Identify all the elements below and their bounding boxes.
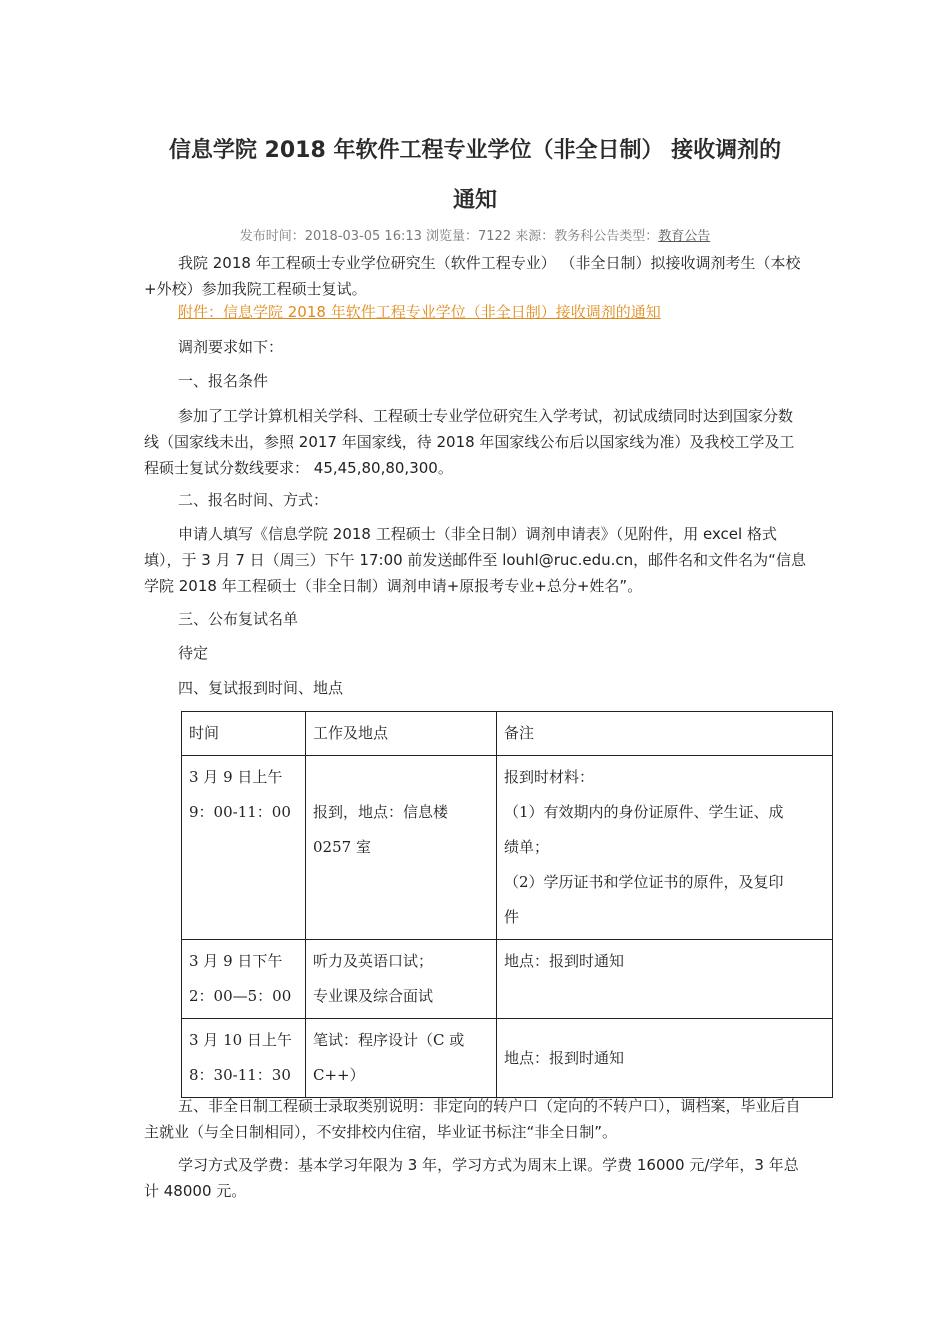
cell-line: 0257 室 bbox=[313, 838, 371, 856]
study-paragraph: 学习方式及学费：基本学习年限为 3 年，学习方式为周末上课。学费 16000 元/学年，3 年总计 48000 元。 bbox=[144, 1156, 799, 1200]
row1-note bbox=[497, 756, 833, 940]
publish-info: 发布时间：2018-03-05 16:13 浏览量：7122 来源：教务科公告类型： bbox=[239, 229, 659, 244]
cell-line: 绩单； bbox=[504, 838, 550, 856]
cell-line: 专业课及综合面试 bbox=[313, 987, 434, 1005]
page-title-line1: 信息学院 2018 年软件工程专业学位（非全日制） 接收调剂的 bbox=[168, 138, 782, 163]
cell-line: 2：00—5：00 bbox=[189, 987, 292, 1005]
row3-place bbox=[306, 1019, 497, 1098]
header-time: 时间 bbox=[182, 712, 306, 756]
section1-heading: 一、报名条件 bbox=[178, 372, 269, 390]
attachment-paragraph bbox=[144, 299, 806, 325]
table-header-row bbox=[182, 712, 833, 756]
section5-body: 五、非全日制工程硕士录取类别说明：非定向的转户口（定向的不转户口），调档案，毕业后自主就业（与全日制相同），不安排校内住宿，毕业证书标注“非全日制”。 bbox=[144, 1097, 801, 1141]
cell-line: 地点：报到时通知 bbox=[504, 952, 625, 970]
cell-line: 件 bbox=[504, 908, 520, 926]
cell-line: 3 月 9 日上午 bbox=[189, 768, 283, 786]
row2-time bbox=[182, 940, 306, 1019]
row3-time bbox=[182, 1019, 306, 1098]
cell-line: （2）学历证书和学位证书的原件，及复印 bbox=[504, 873, 784, 891]
cell-line: 报到时材料： bbox=[504, 768, 595, 786]
section4-heading: 四、复试报到时间、地点 bbox=[178, 679, 344, 697]
row2-note bbox=[497, 940, 833, 1019]
cell-line: （1）有效期内的身份证原件、学生证、成 bbox=[504, 803, 784, 821]
cell-line: 笔试：程序设计（C 或 bbox=[313, 1031, 465, 1049]
category-link[interactable]: 教育公告 bbox=[658, 229, 711, 244]
cell-line: 8：30-11：30 bbox=[189, 1066, 291, 1084]
intro-paragraph: 我院 2018 年工程硕士专业学位研究生（软件工程专业） （非全日制）拟接收调剂考生（本校+外校）参加我院工程硕士复试。 bbox=[144, 254, 801, 298]
attachment-link[interactable]: 附件：信息学院 2018 年软件工程专业学位（非全日制）接收调剂的通知 bbox=[178, 303, 661, 321]
table-row bbox=[182, 756, 833, 940]
header-note: 备注 bbox=[497, 712, 833, 756]
row2-place bbox=[306, 940, 497, 1019]
publish-meta bbox=[144, 227, 806, 247]
cell-line: 报到，地点：信息楼 bbox=[313, 803, 449, 821]
requirements-intro: 调剂要求如下： bbox=[178, 338, 284, 356]
section3-heading: 三、公布复试名单 bbox=[178, 610, 299, 628]
schedule-table bbox=[181, 711, 833, 1098]
cell-line: 地点：报到时通知 bbox=[504, 1048, 625, 1067]
row1-time bbox=[182, 756, 306, 940]
row1-place bbox=[306, 756, 497, 940]
table-row bbox=[182, 940, 833, 1019]
cell-line: 听力及英语口试； bbox=[313, 952, 434, 970]
table-row bbox=[182, 1019, 833, 1098]
section1-body: 参加了工学计算机相关学科、工程硕士专业学位研究生入学考试，初试成绩同时达到国家分数线（国家线未出，参照 2017 年国家线，待 2018 年国家线公布后以国家线为准）及我校工学及工程硕士复试分数线要求： 45,45,80,80,300。 bbox=[144, 407, 795, 477]
cell-line: 9：00-11：00 bbox=[189, 803, 291, 821]
section2-body: 申请人填写《信息学院 2018 工程硕士（非全日制）调剂申请表》（见附件，用 excel 格式填），于 3 月 7 日（周三）下午 17:00 前发送邮件至 louhl@ruc.edu.cn，邮件名和文件名为“信息学院 2018 年工程硕士（非全日制）调剂申请+原报考专业+总分+姓名”。 bbox=[144, 525, 806, 595]
cell-line: 3 月 10 日上午 bbox=[189, 1031, 292, 1049]
cell-line: C++） bbox=[313, 1066, 365, 1084]
header-place: 工作及地点 bbox=[306, 712, 497, 756]
cell-line: 3 月 9 日下午 bbox=[189, 952, 283, 970]
page-title-line2: 通知 bbox=[452, 188, 497, 213]
section3-body: 待定 bbox=[178, 644, 209, 662]
section2-heading: 二、报名时间、方式： bbox=[178, 491, 329, 509]
row3-note bbox=[497, 1019, 833, 1098]
